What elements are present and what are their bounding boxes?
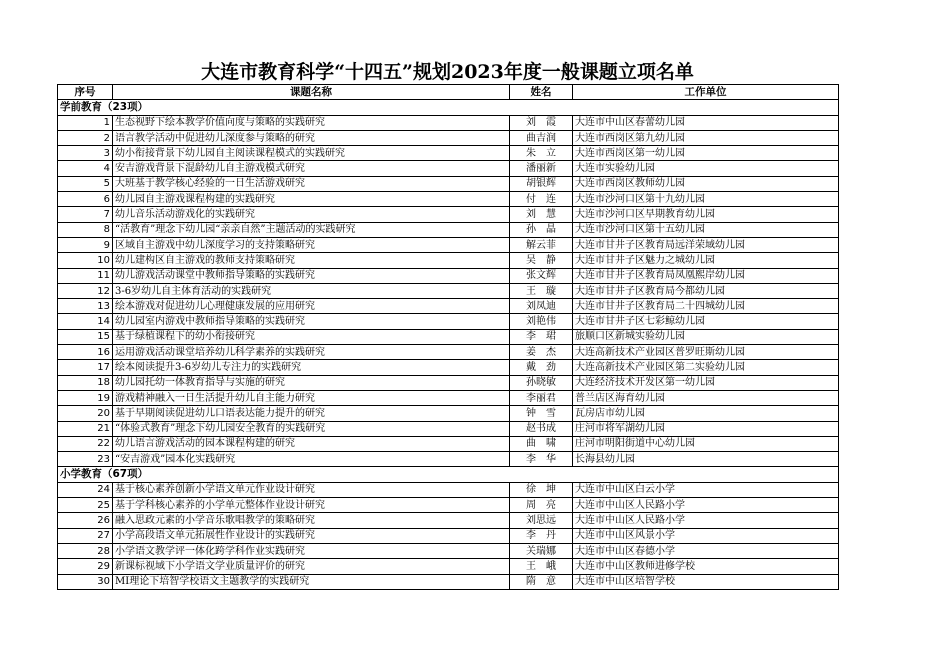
table-row — [58, 528, 839, 543]
researcher-name: 李 华 — [510, 452, 573, 467]
table-row — [58, 513, 839, 528]
project-title: 游戏精神融入一日生活提升幼儿自主能力研究 — [113, 390, 510, 405]
researcher-name: 戴 劲 — [510, 360, 573, 375]
researcher-name: 关瑞娜 — [510, 543, 573, 558]
table-row — [58, 268, 839, 283]
document-title: 大连市教育科学“十四五”规划2023年度一般课题立项名单 — [201, 61, 694, 83]
row-index: 15 — [58, 329, 113, 344]
row-index: 21 — [58, 421, 113, 436]
table-row — [58, 482, 839, 497]
row-index: 10 — [58, 253, 113, 268]
table-row — [58, 192, 839, 207]
table-row — [58, 345, 839, 360]
table-row — [58, 314, 839, 329]
project-title: 区域自主游戏中幼儿深度学习的支持策略研究 — [113, 237, 510, 252]
researcher-name: 王 璇 — [510, 283, 573, 298]
work-unit: 大连市沙河口区早期教育幼儿园 — [573, 207, 839, 222]
project-title: 幼儿游戏活动课堂中教师指导策略的实践研究 — [113, 268, 510, 283]
row-index: 30 — [58, 574, 113, 589]
row-index: 6 — [58, 192, 113, 207]
researcher-name: 张文辉 — [510, 268, 573, 283]
work-unit: 大连市甘井子区魅力之城幼儿园 — [573, 253, 839, 268]
researcher-name: 李 丹 — [510, 528, 573, 543]
work-unit: 长海县幼儿园 — [573, 452, 839, 467]
researcher-name: 刘思远 — [510, 513, 573, 528]
row-index: 18 — [58, 375, 113, 390]
row-index: 2 — [58, 130, 113, 145]
table-row — [58, 299, 839, 314]
work-unit: 大连市沙河口区第十五幼儿园 — [573, 222, 839, 237]
row-index: 9 — [58, 237, 113, 252]
researcher-name: 刘 慧 — [510, 207, 573, 222]
row-index: 24 — [58, 482, 113, 497]
table-row — [58, 360, 839, 375]
project-title: 基于绿植课程下的幼小衔接研究 — [113, 329, 510, 344]
work-unit: 大连市甘井子区教育局凤凰熙岸幼儿园 — [573, 268, 839, 283]
table-row — [58, 574, 839, 589]
work-unit: 大连市西岗区第九幼儿园 — [573, 130, 839, 145]
table-row — [58, 222, 839, 237]
researcher-name: 孙 晶 — [510, 222, 573, 237]
researcher-name: 朱 立 — [510, 146, 573, 161]
project-title: MI理论下培智学校语文主题教学的实践研究 — [113, 574, 510, 589]
work-unit: 大连市中山区春蕾幼儿园 — [573, 115, 839, 130]
work-unit: 大连市西岗区教师幼儿园 — [573, 176, 839, 191]
project-title: 基于早期阅读促进幼儿口语表达能力提升的研究 — [113, 406, 510, 421]
researcher-name: 曲吉润 — [510, 130, 573, 145]
project-title: 绘本阅读提升3-6岁幼儿专注力的实践研究 — [113, 360, 510, 375]
row-index: 11 — [58, 268, 113, 283]
work-unit: 大连经济技术开发区第一幼儿园 — [573, 375, 839, 390]
researcher-name: 解云菲 — [510, 237, 573, 252]
researcher-name: 隋 意 — [510, 574, 573, 589]
row-index: 29 — [58, 559, 113, 574]
table-row — [58, 375, 839, 390]
table-body — [58, 100, 839, 590]
work-unit: 大连市甘井子区教育局二十四城幼儿园 — [573, 299, 839, 314]
project-title: 大班基于教学核心经验的一日生活游戏研究 — [113, 176, 510, 191]
work-unit: 大连市西岗区第一幼儿园 — [573, 146, 839, 161]
section-label: 学前教育（23项） — [58, 100, 839, 115]
table-row — [58, 130, 839, 145]
row-index: 16 — [58, 345, 113, 360]
project-title: 基于学科核心素养的小学单元整体作业设计研究 — [113, 498, 510, 513]
work-unit: 庄河市明阳街道中心幼儿园 — [573, 436, 839, 451]
table-row — [58, 421, 839, 436]
header-org: 工作单位 — [573, 85, 839, 100]
row-index: 23 — [58, 452, 113, 467]
row-index: 28 — [58, 543, 113, 558]
work-unit: 大连市甘井子区教育局今都幼儿园 — [573, 283, 839, 298]
table-row — [58, 176, 839, 191]
table-row — [58, 329, 839, 344]
row-index: 4 — [58, 161, 113, 176]
section-label: 小学教育（67项） — [58, 467, 839, 482]
project-title: 幼儿音乐活动游戏化的实践研究 — [113, 207, 510, 222]
researcher-name: 徐 坤 — [510, 482, 573, 497]
work-unit: 大连市中山区风景小学 — [573, 528, 839, 543]
work-unit: 大连市中山区人民路小学 — [573, 498, 839, 513]
project-title: 融入思政元素的小学音乐歌唱教学的策略研究 — [113, 513, 510, 528]
header-index: 序号 — [58, 85, 113, 100]
project-title: 幼小衔接背景下幼儿园自主阅读课程模式的实践研究 — [113, 146, 510, 161]
row-index: 13 — [58, 299, 113, 314]
work-unit: 大连市甘井子区教育局远洋荣域幼儿园 — [573, 237, 839, 252]
researcher-name: 赵书成 — [510, 421, 573, 436]
table-row — [58, 498, 839, 513]
row-index: 14 — [58, 314, 113, 329]
section-row — [58, 100, 839, 115]
table-row — [58, 146, 839, 161]
table-row — [58, 253, 839, 268]
work-unit: 大连市中山区春德小学 — [573, 543, 839, 558]
work-unit: 大连市中山区白云小学 — [573, 482, 839, 497]
work-unit: 庄河市将军湖幼儿园 — [573, 421, 839, 436]
row-index: 8 — [58, 222, 113, 237]
work-unit: 旅顺口区新城实验幼儿园 — [573, 329, 839, 344]
researcher-name: 孙晓敏 — [510, 375, 573, 390]
project-title: 小学语文教学评一体化跨学科作业实践研究 — [113, 543, 510, 558]
project-title: 新课标视域下小学语文学业质量评价的研究 — [113, 559, 510, 574]
row-index: 12 — [58, 283, 113, 298]
table-row — [58, 559, 839, 574]
researcher-name: 胡银辉 — [510, 176, 573, 191]
researcher-name: 姜 杰 — [510, 345, 573, 360]
project-title: 生态视野下绘本教学价值向度与策略的实践研究 — [113, 115, 510, 130]
researcher-name: 刘凤迪 — [510, 299, 573, 314]
work-unit: 大连市甘井子区七彩鲸幼儿园 — [573, 314, 839, 329]
table-row — [58, 543, 839, 558]
project-title: 绘本游戏对促进幼儿心理健康发展的应用研究 — [113, 299, 510, 314]
table-row — [58, 452, 839, 467]
table-row — [58, 207, 839, 222]
project-title: 运用游戏活动课堂培养幼儿科学素养的实践研究 — [113, 345, 510, 360]
header-topic: 课题名称 — [113, 85, 510, 100]
project-title: 幼儿园室内游戏中教师指导策略的实践研究 — [113, 314, 510, 329]
row-index: 3 — [58, 146, 113, 161]
table-row — [58, 436, 839, 451]
work-unit: 瓦房店市幼儿园 — [573, 406, 839, 421]
researcher-name: 潘丽新 — [510, 161, 573, 176]
project-title: 基于核心素养创新小学语文单元作业设计研究 — [113, 482, 510, 497]
work-unit: 大连市实验幼儿园 — [573, 161, 839, 176]
table-row — [58, 283, 839, 298]
researcher-name: 李 珺 — [510, 329, 573, 344]
project-title: “活教育”理念下幼儿园“亲亲自然”主题活动的实践研究 — [113, 222, 510, 237]
row-index: 19 — [58, 390, 113, 405]
table-row — [58, 115, 839, 130]
researcher-name: 周 亮 — [510, 498, 573, 513]
row-index: 1 — [58, 115, 113, 130]
project-title: “体验式教育”理念下幼儿园安全教育的实践研究 — [113, 421, 510, 436]
researcher-name: 吴 静 — [510, 253, 573, 268]
header-name: 姓名 — [510, 85, 573, 100]
work-unit: 大连市中山区人民路小学 — [573, 513, 839, 528]
table-row — [58, 237, 839, 252]
researcher-name: 刘艳伟 — [510, 314, 573, 329]
row-index: 22 — [58, 436, 113, 451]
work-unit: 大连高新技术产业园区普罗旺斯幼儿园 — [573, 345, 839, 360]
section-row — [58, 467, 839, 482]
row-index: 17 — [58, 360, 113, 375]
row-index: 5 — [58, 176, 113, 191]
row-index: 7 — [58, 207, 113, 222]
work-unit: 大连高新技术产业园区第二实验幼儿园 — [573, 360, 839, 375]
project-title: 幼儿园托幼一体教育指导与实施的研究 — [113, 375, 510, 390]
table-row — [58, 161, 839, 176]
project-title: “安吉游戏”园本化实践研究 — [113, 452, 510, 467]
table-row — [58, 406, 839, 421]
row-index: 26 — [58, 513, 113, 528]
project-title: 安吉游戏背景下混龄幼儿自主游戏模式研究 — [113, 161, 510, 176]
project-title: 语言教学活动中促进幼儿深度参与策略的研究 — [113, 130, 510, 145]
row-index: 27 — [58, 528, 113, 543]
researcher-name: 钟 雪 — [510, 406, 573, 421]
project-title: 3-6岁幼儿自主体育活动的实践研究 — [113, 283, 510, 298]
work-unit: 大连市中山区培智学校 — [573, 574, 839, 589]
row-index: 25 — [58, 498, 113, 513]
project-title: 幼儿建构区自主游戏的教师支持策略研究 — [113, 253, 510, 268]
work-unit: 大连市沙河口区第十九幼儿园 — [573, 192, 839, 207]
table-row — [58, 390, 839, 405]
work-unit: 大连市中山区教师进修学校 — [573, 559, 839, 574]
project-list-table — [57, 84, 839, 590]
project-title: 幼儿园自主游戏课程构建的实践研究 — [113, 192, 510, 207]
table-header-row — [58, 85, 839, 100]
researcher-name: 王 峨 — [510, 559, 573, 574]
researcher-name: 曲 啸 — [510, 436, 573, 451]
row-index: 20 — [58, 406, 113, 421]
project-title: 幼儿语言游戏活动的园本课程构建的研究 — [113, 436, 510, 451]
researcher-name: 李丽君 — [510, 390, 573, 405]
researcher-name: 刘 霞 — [510, 115, 573, 130]
project-title: 小学高段语文单元拓展性作业设计的实践研究 — [113, 528, 510, 543]
researcher-name: 付 连 — [510, 192, 573, 207]
work-unit: 普兰店区海育幼儿园 — [573, 390, 839, 405]
